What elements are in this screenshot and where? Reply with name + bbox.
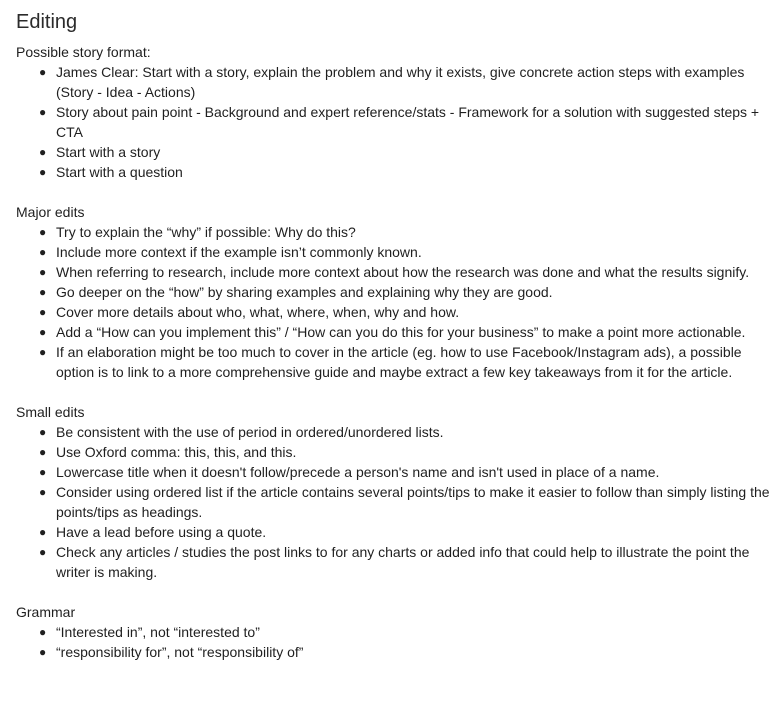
bullet-icon: ● <box>39 265 47 279</box>
bullet-list <box>16 62 772 182</box>
bullet-icon: ● <box>39 465 47 479</box>
bullet-icon: ● <box>39 525 47 539</box>
list-item <box>39 482 772 522</box>
list-item <box>39 622 772 642</box>
list-item-text: Start with a question <box>56 164 183 180</box>
list-item-text: “responsibility for”, not “responsibility of” <box>56 644 304 660</box>
list-item-text: Be consistent with the use of period in ordered/unordered lists. <box>56 424 444 440</box>
list-item <box>39 462 772 482</box>
section-title: Small edits <box>16 404 85 420</box>
bullet-icon: ● <box>39 345 47 359</box>
list-item <box>39 262 772 282</box>
bullet-icon: ● <box>39 645 47 659</box>
bullet-icon: ● <box>39 325 47 339</box>
list-item <box>39 422 772 442</box>
list-item <box>39 522 772 542</box>
section-major-edits <box>16 202 772 382</box>
list-item <box>39 642 772 662</box>
list-item <box>39 162 772 182</box>
list-item-text: Add a “How can you implement this” / “How can you do this for your business” to make a point more actionable. <box>56 324 746 340</box>
section-title: Grammar <box>16 604 76 620</box>
bullet-icon: ● <box>39 165 47 179</box>
bullet-icon: ● <box>39 445 47 459</box>
list-item-text: When referring to research, include more context about how the research was done and what the results signify. <box>56 264 750 280</box>
section-grammar <box>16 602 772 662</box>
list-item <box>39 282 772 302</box>
list-item <box>39 222 772 242</box>
bullet-icon: ● <box>39 225 47 239</box>
bullet-icon: ● <box>39 305 47 319</box>
section-story-format <box>16 42 772 182</box>
list-item-text: “Interested in”, not “interested to” <box>56 624 260 640</box>
list-item-text: Go deeper on the “how” by sharing examples and explaining why they are good. <box>56 284 553 300</box>
list-item-text: Have a lead before using a quote. <box>56 524 267 540</box>
list-item <box>39 102 772 142</box>
list-item-text: Start with a story <box>56 144 161 160</box>
bullet-list <box>16 622 772 662</box>
list-item-text: Check any articles / studies the post links to for any charts or added info that could help to illustrate the point the writer is making. <box>56 544 750 580</box>
bullet-icon: ● <box>39 545 47 559</box>
list-item <box>39 442 772 462</box>
list-item <box>39 542 772 582</box>
list-item <box>39 62 772 102</box>
section-title: Possible story format: <box>16 44 151 60</box>
list-item <box>39 242 772 262</box>
list-item-text: Use Oxford comma: this, this, and this. <box>56 444 297 460</box>
list-item <box>39 342 772 382</box>
list-item-text: If an elaboration might be too much to cover in the article (eg. how to use Facebook/Instagram ads), a possible option is to link to a more comprehensive guide and maybe extract a few key takeaways from it for the article. <box>56 344 742 380</box>
list-item <box>39 142 772 162</box>
bullet-list <box>16 422 772 582</box>
section-small-edits <box>16 402 772 582</box>
bullet-list <box>16 222 772 382</box>
bullet-icon: ● <box>39 105 47 119</box>
document <box>16 8 772 682</box>
bullet-icon: ● <box>39 65 47 79</box>
bullet-icon: ● <box>39 245 47 259</box>
page-title: Editing <box>16 11 78 33</box>
bullet-icon: ● <box>39 145 47 159</box>
bullet-icon: ● <box>39 285 47 299</box>
list-item-text: Try to explain the “why” if possible: Why do this? <box>56 224 356 240</box>
bullet-icon: ● <box>39 425 47 439</box>
section-title: Major edits <box>16 204 85 220</box>
bullet-icon: ● <box>39 625 47 639</box>
list-item-text: Consider using ordered list if the article contains several points/tips to make it easier to follow than simply listing the points/tips as headings. <box>56 484 770 520</box>
list-item <box>39 322 772 342</box>
bullet-icon: ● <box>39 485 47 499</box>
list-item-text: James Clear: Start with a story, explain the problem and why it exists, give concrete action steps with examples (Story - Idea - Actions) <box>56 64 745 100</box>
list-item-text: Lowercase title when it doesn't follow/precede a person's name and isn't used in place of a name. <box>56 464 660 480</box>
list-item-text: Cover more details about who, what, where, when, why and how. <box>56 304 460 320</box>
list-item <box>39 302 772 322</box>
list-item-text: Include more context if the example isn’t commonly known. <box>56 244 422 260</box>
list-item-text: Story about pain point - Background and expert reference/stats - Framework for a solution with suggested steps + CTA <box>56 104 760 140</box>
